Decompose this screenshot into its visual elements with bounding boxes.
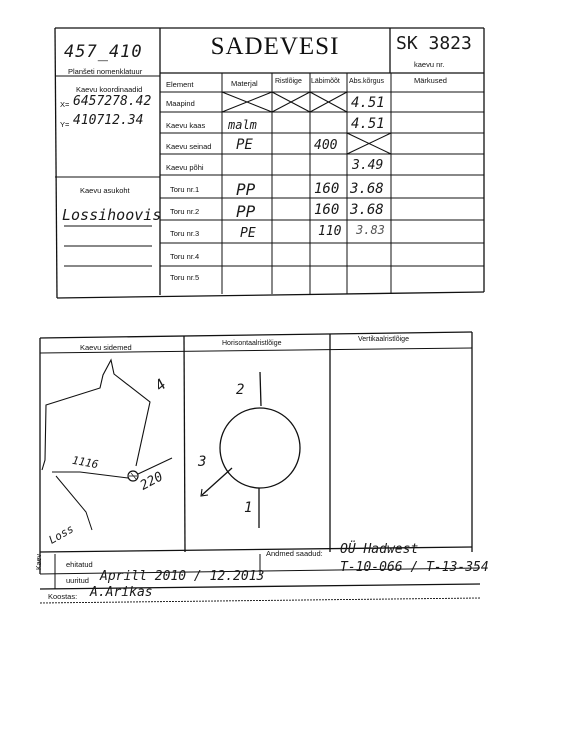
row-element: Toru nr.2: [170, 207, 200, 216]
tie-label-220: 220: [137, 469, 166, 494]
location-label: Kaevu asukoht: [80, 186, 130, 195]
row-element: Toru nr.4: [170, 252, 200, 261]
author-label: Koostas:: [48, 592, 78, 601]
row-element: Maapind: [166, 99, 195, 108]
tie-label-1116: 1116: [71, 453, 100, 472]
row-material: PE: [236, 137, 253, 153]
source-company: OÜ Hadwest: [340, 542, 419, 557]
manhole-number-label: kaevu nr.: [414, 60, 445, 69]
ties-heading: Kaevu sidemed: [80, 343, 132, 352]
col-header-cross: Ristlõige: [275, 78, 302, 85]
row-material: PE: [240, 226, 256, 241]
coordinate-y-value: 410712.34: [73, 113, 144, 128]
source-references: T-10-066 / T-13-354: [340, 560, 489, 575]
col-header-diameter: Läbimõõt: [311, 78, 340, 85]
row-diameter: 160: [314, 202, 340, 218]
coordinate-y-prefix: Y=: [60, 120, 70, 129]
row-height: 3.68: [350, 181, 384, 197]
sheet-code: 457_410: [64, 42, 143, 62]
measured-label: uuritud: [66, 576, 89, 585]
col-header-height: Abs.kõrgus: [349, 78, 385, 85]
pipe-label-1: 1: [244, 500, 253, 516]
row-element: Toru nr.1: [170, 185, 200, 194]
manhole-number: SK 3823: [396, 33, 472, 54]
row-element: Kaevu kaas: [166, 121, 206, 130]
vertical-section-heading: Vertikaalristlõige: [358, 336, 409, 343]
coordinate-x-value: 6457278.42: [73, 94, 152, 109]
sheet-code-label: Planšeti nomenklatuur: [68, 67, 143, 76]
row-diameter: 160: [314, 181, 340, 197]
row-diameter: 400: [314, 138, 338, 153]
row-height: 4.51: [351, 95, 385, 111]
row-element: Toru nr.5: [170, 273, 200, 282]
pipe-label-2: 2: [236, 382, 245, 398]
source-label: Andmed saadud:: [266, 549, 323, 558]
tie-label-4: 4: [151, 375, 170, 395]
col-header-material: Materjal: [231, 79, 258, 88]
tie-label-loss: Loss: [46, 522, 76, 547]
footer-side-label: Kaev: [36, 554, 43, 570]
pipe-label-3: 3: [198, 454, 207, 470]
author-value: A.Arikas: [90, 585, 153, 600]
col-header-notes: Märkused: [414, 76, 447, 85]
row-height: 4.51: [351, 116, 385, 132]
coordinates-label: Kaevu koordinaadid: [76, 85, 143, 94]
row-height: 3.49: [352, 158, 384, 173]
coordinate-x-prefix: X=: [60, 100, 70, 109]
built-label: ehitatud: [66, 560, 93, 569]
measured-value: Aprill 2010 / 12.2013: [100, 569, 265, 584]
row-height: 3.68: [350, 202, 384, 218]
row-diameter: 110: [318, 224, 342, 239]
row-element: Toru nr.3: [170, 229, 200, 238]
document-title: SADEVESI: [210, 33, 340, 60]
row-element: Kaevu seinad: [166, 142, 212, 151]
row-material: malm: [228, 118, 257, 132]
row-material: PP: [236, 180, 256, 199]
location-value: Lossihoovis: [62, 206, 162, 224]
row-height: 3.83: [356, 223, 385, 237]
row-element: Kaevu põhi: [166, 163, 204, 172]
row-material: PP: [236, 202, 256, 221]
horizontal-section-heading: Horisontaalristlõige: [222, 340, 282, 347]
col-header-element: Element: [166, 80, 194, 89]
